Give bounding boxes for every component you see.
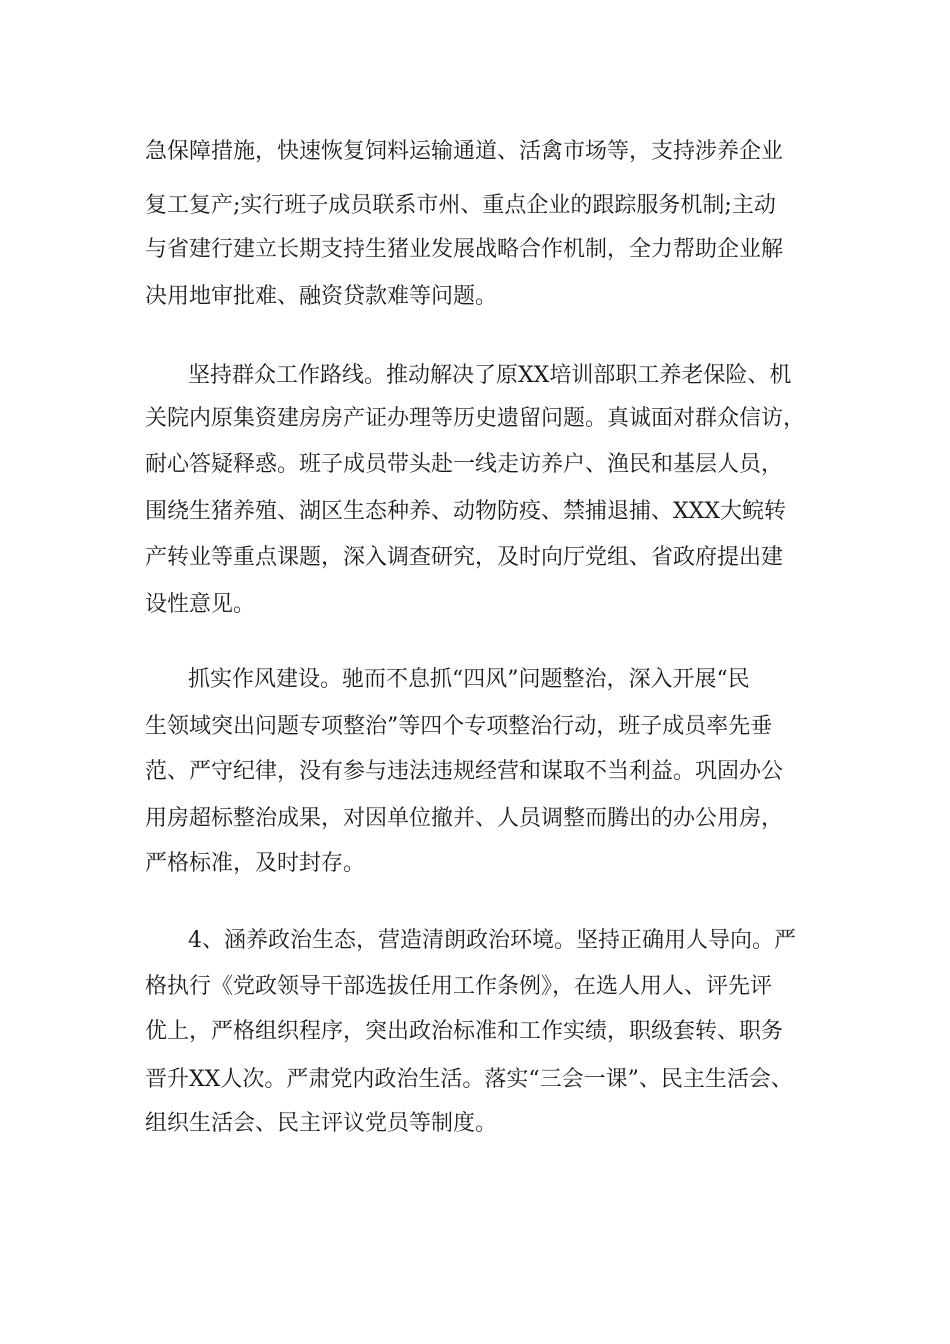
text-line: 严格标准，及时封存。 [145,851,366,876]
text-line: 晋升XX人次。严肃党内政治生活。落实“三会一课”、民主生活会、 [145,1067,793,1092]
text-line: 急保障措施，快速恢复饲料运输通道、活禽市场等，支持涉养企业 [145,139,784,164]
text-line: 组织生活会、民主评议党员等制度。 [145,1111,498,1136]
text-line: 用房超标整治成果，对因单位撤并、人员调整而腾出的办公用房， [145,806,784,831]
text-line: 优上，严格组织程序，突出政治标准和工作实绩，职级套转、职务 [145,1019,784,1044]
text-line: 围绕生猪养殖、湖区生态种养、动物防疫、禁捕退捕、XXX大鲩转 [145,499,786,524]
text-line: 设性意见。 [145,592,256,617]
text-line: 复工复产;实行班子成员联系市州、重点企业的跟踪服务机制;主动 [145,193,776,218]
text-line: 决用地审批难、融资贷款难等问题。 [145,284,498,309]
paragraph-first-line: 抓实作风建设。驰而不息抓“四风”问题整治，深入开展“民 [188,667,750,692]
text-line: 格执行《党政领导干部选拔任用工作条例》，在选人用人、评先评 [145,974,773,999]
text-line: 产转业等重点课题，深入调查研究，及时向厅党组、省政府提出建 [145,545,784,570]
text-line: 关院内原集资建房房产证办理等历史遗留问题。真诚面对群众信访， [145,406,806,431]
paragraph-first-line: 4、涵养政治生态，营造清朗政治环境。坚持正确用人导向。严 [188,928,796,953]
text-line: 与省建行建立长期支持生猪业发展战略合作机制，全力帮助企业解 [145,237,784,262]
text-line: 范、严守纪律，没有参与违法违规经营和谋取不当利益。巩固办公 [145,759,784,784]
text-line: 生领域突出问题专项整治”等四个专项整治行动，班子成员率先垂 [145,714,773,739]
text-line: 耐心答疑释惑。班子成员带头赴一线走访养户、渔民和基层人员， [145,452,784,477]
paragraph-first-line: 坚持群众工作路线。推动解决了原XX培训部职工养老保险、机 [188,363,792,388]
